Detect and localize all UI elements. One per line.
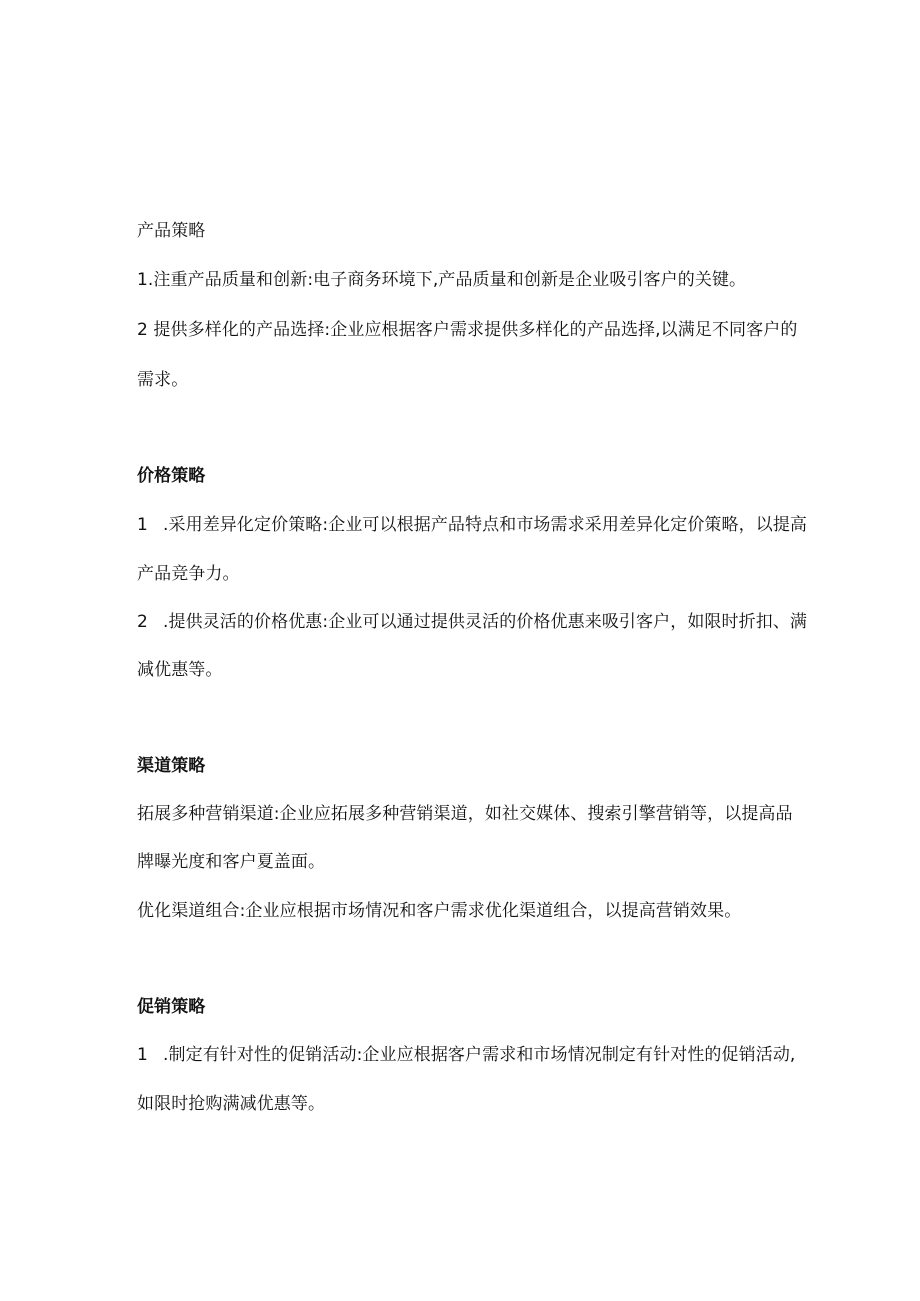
channel-item-1-line-1: 拓展多种营销渠道:企业应拓展多种营销渠道，如社交媒体、搜索引擎营销等，以提高品 xyxy=(137,804,793,824)
price-item-2-number: 2 xyxy=(137,612,148,632)
section-heading-channel: 渠道策略 xyxy=(137,756,206,776)
price-item-2-text: .提供灵活的价格优惠:企业可以通过提供灵活的价格优惠来吸引客户，如限时折扣、满 xyxy=(163,612,808,632)
channel-item-1-line-2: 牌曝光度和客户夏盖面。 xyxy=(137,852,326,872)
price-item-1-line-1 xyxy=(137,513,808,537)
price-item-1-text: .采用差异化定价策略:企业可以根据产品特点和市场需求采用差异化定价策略，以提高 xyxy=(163,515,808,535)
product-item-1: 1.注重产品质量和创新:电子商务环境下,产品质量和创新是企业吸引客户的关键。 xyxy=(137,270,747,290)
promotion-item-1-line-2: 如限时抢购满减优惠等。 xyxy=(137,1094,326,1114)
price-item-1-line-2: 产品竞争力。 xyxy=(137,564,240,584)
product-item-2-line-1: 2 提供多样化的产品选择:企业应根据客户需求提供多样化的产品选择,以满足不同客户的 xyxy=(137,320,798,340)
product-item-2-line-2: 需求。 xyxy=(137,370,189,390)
price-item-2-line-1 xyxy=(137,610,808,634)
promotion-item-1-line-1 xyxy=(137,1043,797,1067)
promotion-item-1-text: .制定有针对性的促销活动:企业应根据客户需求和市场情况制定有针对性的促销活动, xyxy=(163,1045,796,1065)
price-item-1-number: 1 xyxy=(137,515,148,535)
price-item-2-line-2: 减优惠等。 xyxy=(137,660,223,680)
channel-item-2: 优化渠道组合:企业应根据市场情况和客户需求优化渠道组合，以提高营销效果。 xyxy=(137,901,742,921)
section-heading-price: 价格策略 xyxy=(137,466,206,486)
section-heading-product: 产品策略 xyxy=(137,221,206,241)
section-heading-promotion: 促销策略 xyxy=(137,997,206,1017)
promotion-item-1-number: 1 xyxy=(137,1045,148,1065)
